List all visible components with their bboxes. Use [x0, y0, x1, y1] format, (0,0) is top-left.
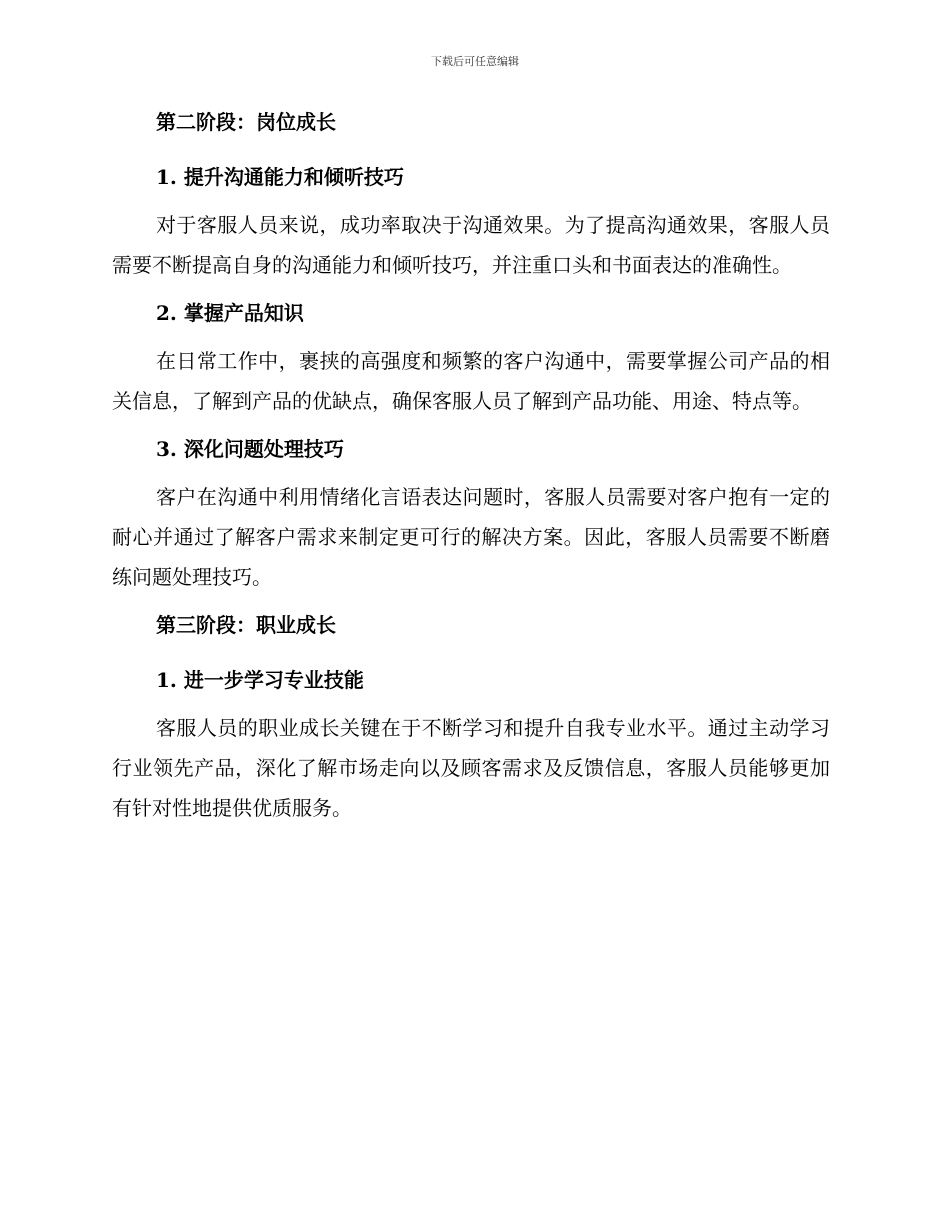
paragraph-product-knowledge: 在日常工作中，裹挟的高强度和频繁的客户沟通中，需要掌握公司产品的相关信息，了解到产品的优缺点，确保客服人员了解到产品功能、用途、特点等。: [112, 349, 830, 413]
subheading-professional-skills: 1. 进一步学习专业技能: [156, 668, 364, 692]
subheading-communication: 1. 提升沟通能力和倾听技巧: [156, 165, 404, 189]
document-body: [112, 108, 830, 828]
section-heading-stage-two: 第二阶段：岗位成长: [156, 110, 336, 134]
header-note: 下载后可任意编辑: [431, 55, 519, 68]
paragraph-communication: 对于客服人员来说，成功率取决于沟通效果。为了提高沟通效果，客服人员需要不断提高自身的沟通能力和倾听技巧，并注重口头和书面表达的准确性。: [112, 213, 830, 277]
subheading-problem-handling: 3. 深化问题处理技巧: [156, 437, 344, 461]
paragraph-professional-skills: 客服人员的职业成长关键在于不断学习和提升自我专业水平。通过主动学习行业领先产品，深化了解市场走向以及顾客需求及反馈信息，客服人员能够更加有针对性地提供优质服务。: [112, 716, 830, 820]
section-heading-stage-three: 第三阶段：职业成长: [156, 613, 336, 637]
subheading-product-knowledge: 2. 掌握产品知识: [156, 301, 304, 325]
paragraph-problem-handling: 客户在沟通中利用情绪化言语表达问题时，客服人员需要对客户抱有一定的耐心并通过了解客户需求来制定更可行的解决方案。因此，客服人员需要不断磨练问题处理技巧。: [112, 485, 830, 589]
